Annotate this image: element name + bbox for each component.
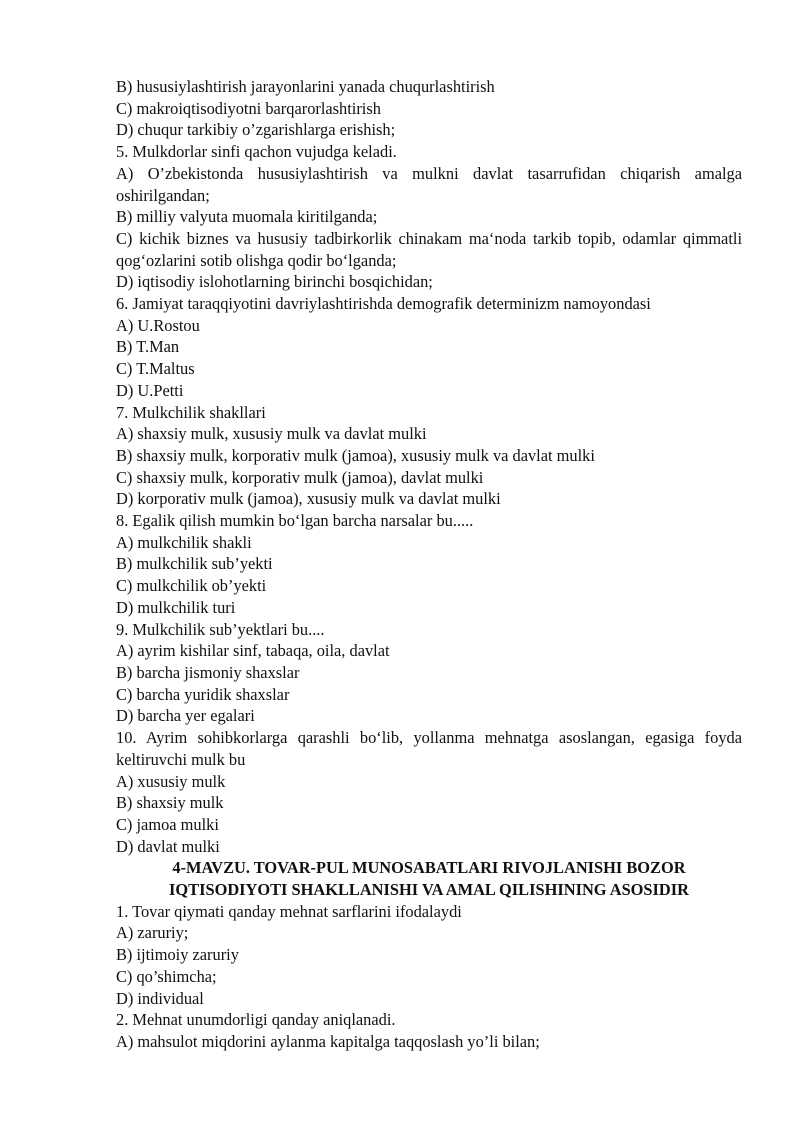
- option-line: C) jamoa mulki: [116, 814, 219, 834]
- question-line: 7. Mulkchilik shakllari: [116, 402, 266, 422]
- option-line: C) shaxsiy mulk, korporativ mulk (jamoa), davlat mulki: [116, 467, 484, 487]
- option-line: A) zaruriy;: [116, 923, 189, 943]
- option-line: B) T.Man: [116, 337, 180, 357]
- question-line: 9. Mulkchilik sub’yektlari bu....: [116, 619, 325, 639]
- question-line: 6. Jamiyat taraqqiyotini davriylashtirishda demografik determinizm namoyondasi: [116, 294, 651, 314]
- question-line: 8. Egalik qilish mumkin bo‘lgan barcha narsalar bu.....: [116, 511, 474, 531]
- option-line: A) xususiy mulk: [116, 771, 226, 791]
- option-line: D) individual: [116, 988, 204, 1008]
- option-line: B) shaxsiy mulk, korporativ mulk (jamoa), xususiy mulk va davlat mulki: [116, 445, 595, 465]
- document-page: [116, 76, 742, 1053]
- option-line: B) shaxsiy mulk: [116, 793, 224, 813]
- option-line: D) barcha yer egalari: [116, 706, 255, 726]
- option-line: D) chuqur tarkibiy o’zgarishlarga erishish;: [116, 120, 396, 140]
- option-line: B) barcha jismoniy shaxslar: [116, 662, 300, 682]
- option-line: D) davlat mulki: [116, 836, 220, 856]
- option-line: B) hususiylashtirish jarayonlarini yanada chuqurlashtirish: [116, 77, 495, 96]
- option-line: A) mulkchilik shakli: [116, 532, 252, 552]
- option-line: D) U.Petti: [116, 380, 184, 400]
- option-line: B) mulkchilik sub’yekti: [116, 554, 273, 574]
- option-line: B) ijtimoiy zaruriy: [116, 945, 239, 965]
- option-line: D) korporativ mulk (jamoa), xususiy mulk va davlat mulki: [116, 489, 501, 509]
- option-line: B) milliy valyuta muomala kiritilganda;: [116, 207, 378, 227]
- question-line: 10. Ayrim sohibkorlarga qarashli bo‘lib, yollanma mehnatga asoslangan, egasiga foyda keltiruvchi mulk bu: [116, 728, 742, 769]
- option-line: C) qo’shimcha;: [116, 966, 217, 986]
- option-line: D) mulkchilik turi: [116, 597, 236, 617]
- option-line: A) U.Rostou: [116, 315, 200, 335]
- option-line: C) makroiqtisodiyotni barqarorlashtirish: [116, 98, 381, 118]
- option-line: C) kichik biznes va hususiy tadbirkorlik chinakam ma‘noda tarkib topib, odamlar qimmatli qog‘ozlarini sotib olishga qodir bo‘lganda;: [116, 228, 742, 270]
- option-line: C) mulkchilik ob’yekti: [116, 576, 267, 596]
- option-line: A) mahsulot miqdorini aylanma kapitalga taqqoslash yo’li bilan;: [116, 1031, 540, 1051]
- option-line: D) iqtisodiy islohotlarning birinchi bosqichidan;: [116, 272, 433, 292]
- question-line: 1. Tovar qiymati qanday mehnat sarflarini ifodalaydi: [116, 901, 462, 921]
- question-line: 5. Mulkdorlar sinfi qachon vujudga keladi.: [116, 142, 397, 162]
- option-line: A) O’zbekistonda hususiylashtirish va mulkni davlat tasarrufidan chiqarish amalga oshirilgandan;: [116, 163, 742, 205]
- option-line: A) shaxsiy mulk, xususiy mulk va davlat mulki: [116, 424, 427, 444]
- option-line: C) T.Maltus: [116, 359, 195, 379]
- section-heading: 4-MAVZU. TOVAR-PUL MUNOSABATLARI RIVOJLANISHI BOZOR IQTISODIYOTI SHAKLLANISHI VA AMAL QILISHINING ASOSIDIR: [169, 858, 689, 900]
- question-line: 2. Mehnat unumdorligi qanday aniqlanadi.: [116, 1010, 396, 1030]
- option-line: C) barcha yuridik shaxslar: [116, 684, 290, 704]
- option-line: A) ayrim kishilar sinf, tabaqa, oila, davlat: [116, 641, 390, 661]
